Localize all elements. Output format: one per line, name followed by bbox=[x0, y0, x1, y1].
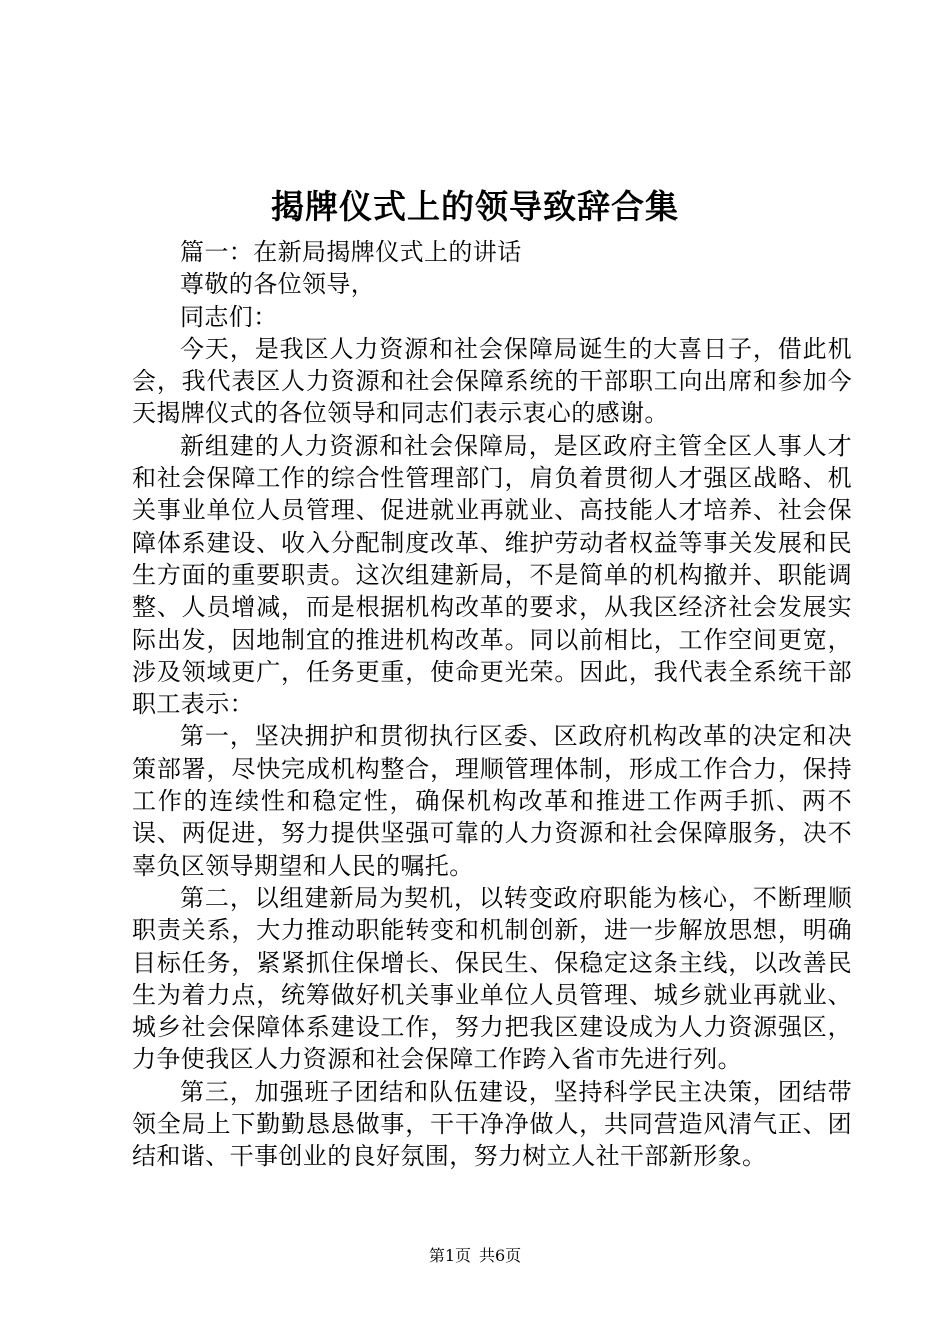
document-body bbox=[132, 236, 852, 1173]
body-paragraph: 今天，是我区人力资源和社会保障局诞生的大喜日子，借此机会，我代表区人力资源和社会保障系统的干部职工向出席和参加今天揭牌仪式的各位领导和同志们表示衷心的感谢。 bbox=[132, 334, 852, 428]
body-paragraph: 新组建的人力资源和社会保障局，是区政府主管全区人事人才和社会保障工作的综合性管理部门，肩负着贯彻人才强区战略、机关事业单位人员管理、促进就业再就业、高技能人才培养、社会保障体系建设、收入分配制度改革、维护劳动者权益等事关发展和民生方面的重要职责。这次组建新局，不是简单的机构撤并、职能调整、人员增减，而是根据机构改革的要求，从我区经济社会发展实际出发，因地制宜的推进机构改革。同以前相比，工作空间更宽，涉及领域更广，任务更重，使命更光荣。因此，我代表全系统干部职工表示： bbox=[132, 431, 852, 719]
document-title: 揭牌仪式上的领导致辞合集 bbox=[271, 187, 679, 226]
salutation-line: 尊敬的各位领导， bbox=[180, 270, 376, 299]
page-number: 第1页 bbox=[428, 1246, 471, 1265]
body-paragraph: 第二，以组建新局为契机，以转变政府职能为核心，不断理顺职责关系，大力推动职能转变和机制创新，进一步解放思想，明确目标任务，紧紧抓住保增长、保民生、保稳定这条主线，以改善民生为着力点，统筹做好机关事业单位人员管理、城乡就业再就业、城乡社会保障体系建设工作，努力把我区建设成为人力资源强区，力争使我区人力资源和社会保障工作跨入省市先进行列。 bbox=[132, 883, 852, 1074]
section-heading: 篇一：在新局揭牌仪式上的讲话 bbox=[180, 238, 522, 266]
body-paragraph: 第三，加强班子团结和队伍建设，坚持科学民主决策，团结带领全局上下勤勤恳恳做事，干干净净做人，共同营造风清气正、团结和谐、干事创业的良好氛围，努力树立人社干部新形象。 bbox=[132, 1077, 852, 1171]
body-paragraph: 第一，坚决拥护和贯彻执行区委、区政府机构改革的决定和决策部署，尽快完成机构整合，理顺管理体制，形成工作合力，保持工作的连续性和稳定性，确保机构改革和推进工作两手抓、两不误、两促进，努力提供坚强可靠的人力资源和社会保障服务，决不辜负区领导期望和人民的嘱托。 bbox=[132, 722, 852, 880]
salutation-line: 同志们： bbox=[180, 302, 278, 331]
page-total: 共6页 bbox=[479, 1246, 522, 1265]
page-footer bbox=[0, 1244, 950, 1268]
